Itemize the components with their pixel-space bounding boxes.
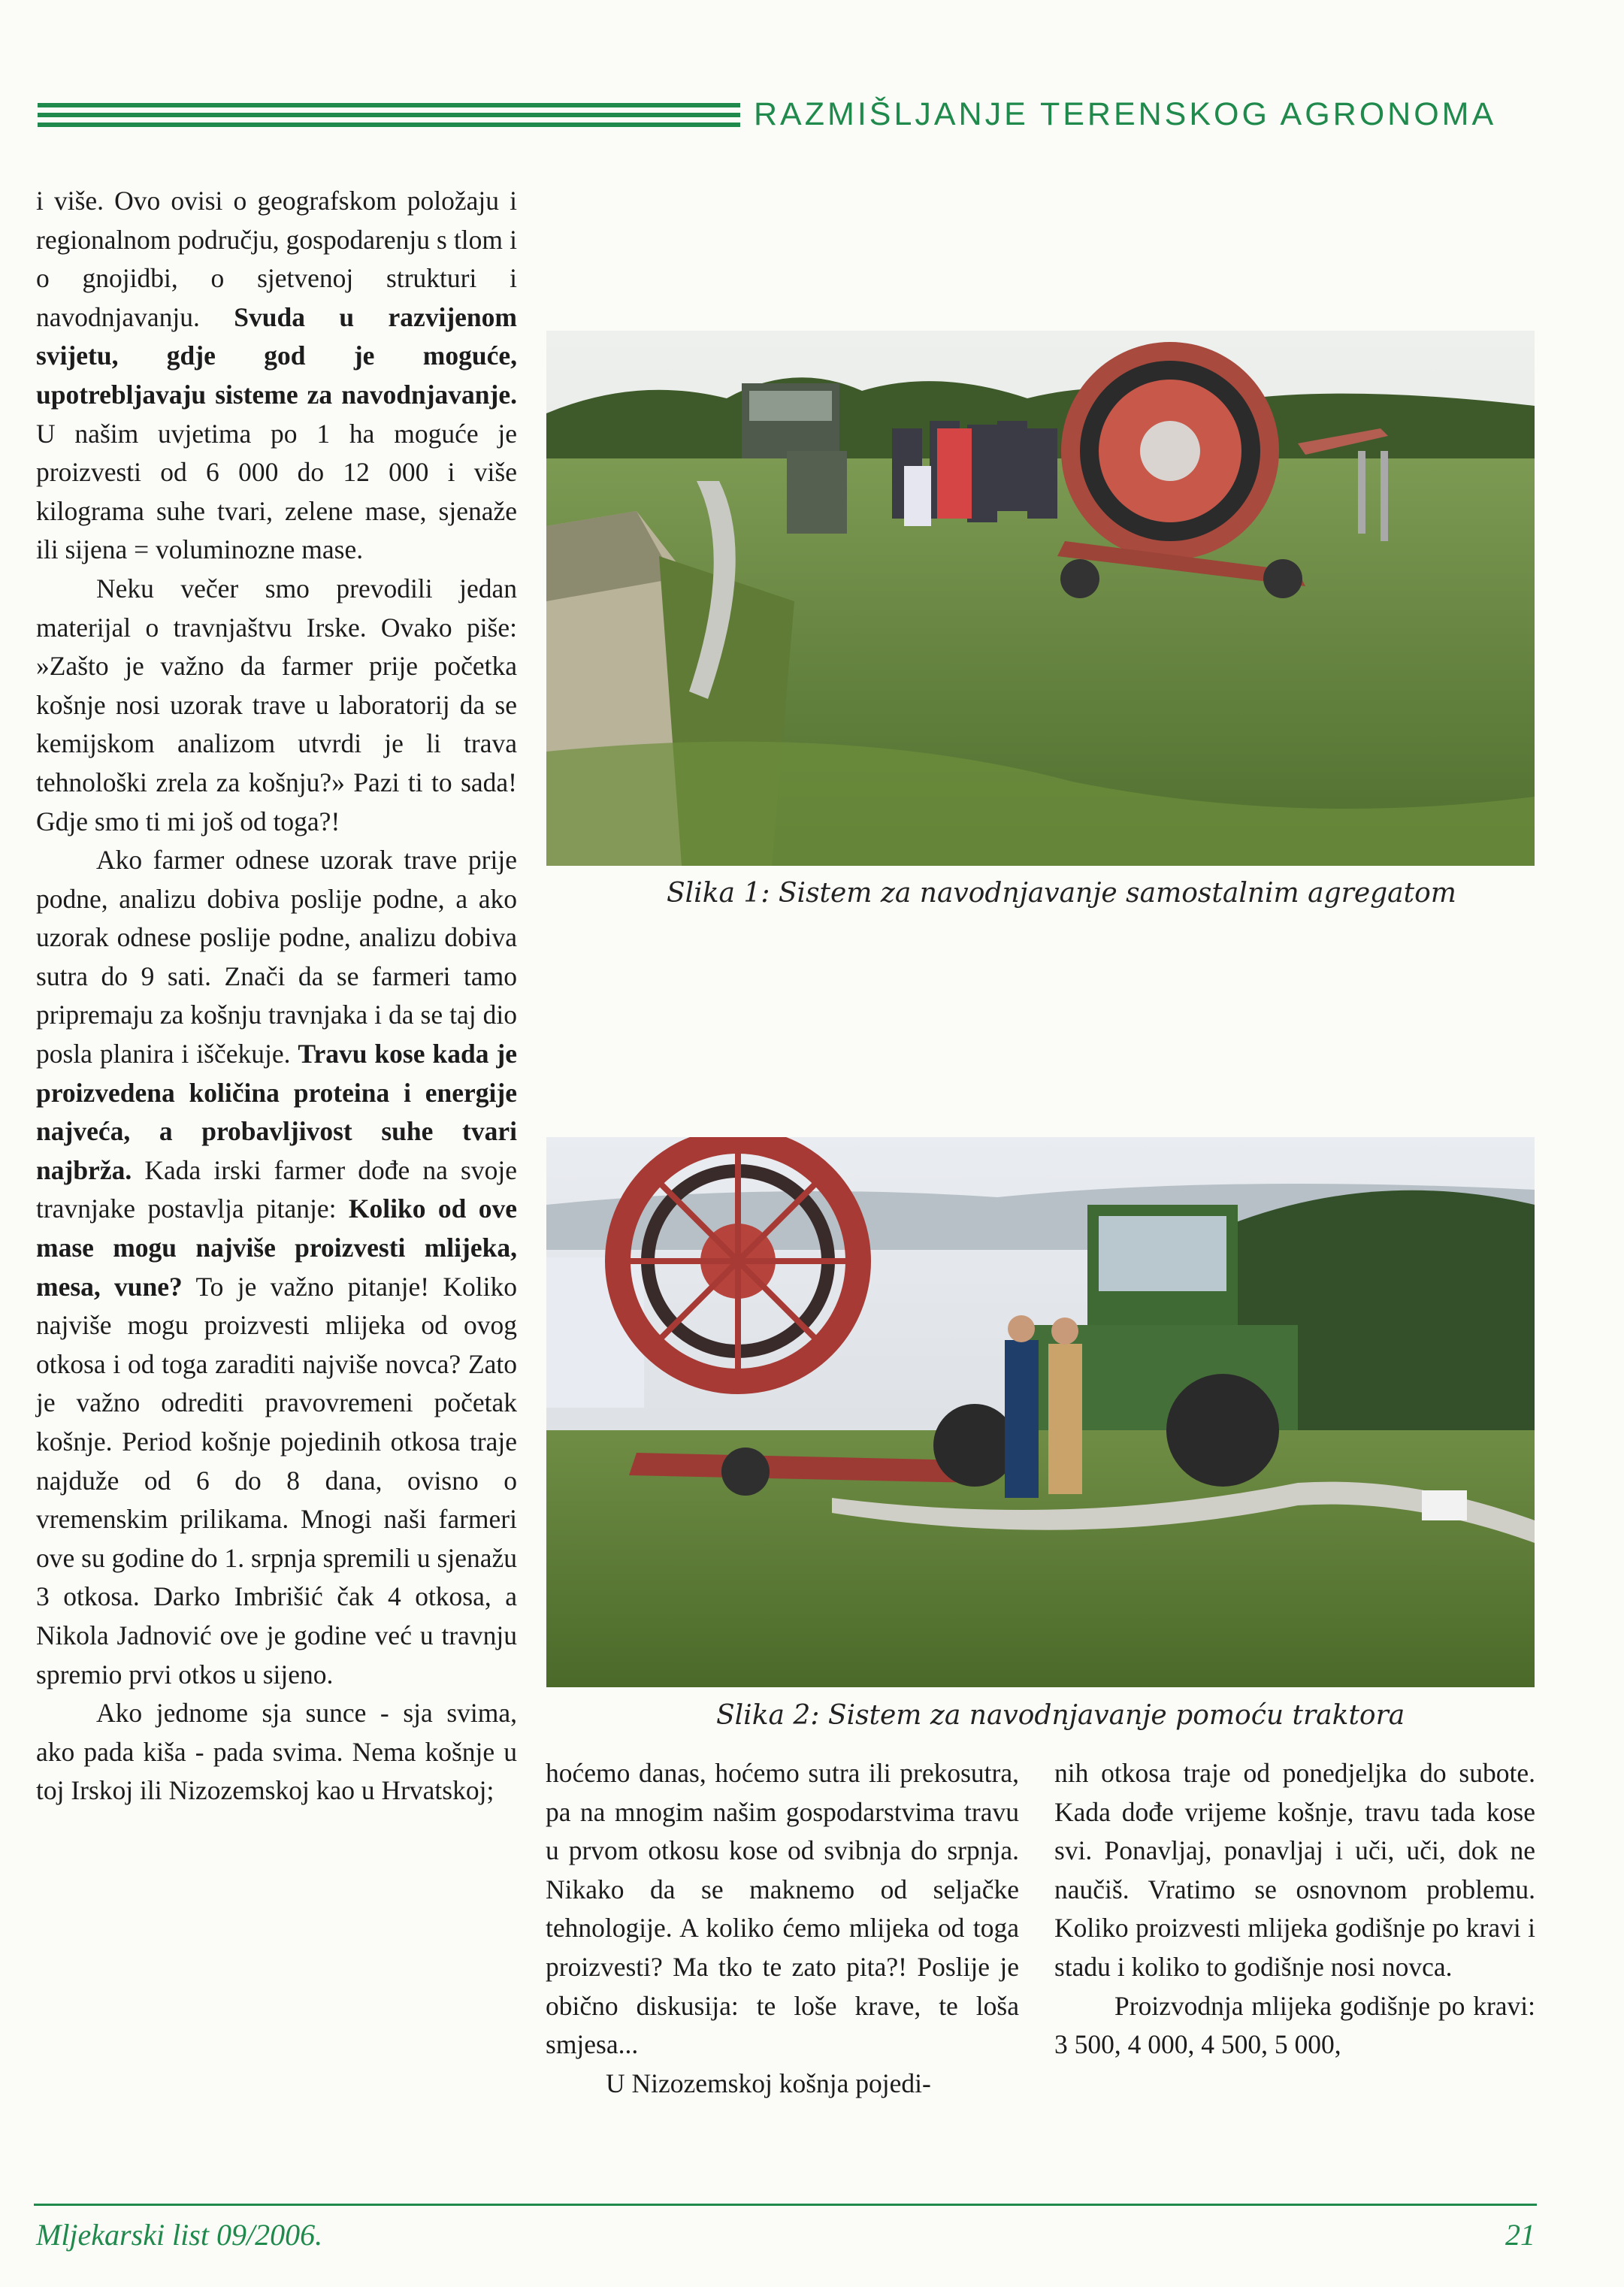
footer-rule — [34, 2204, 1537, 2206]
figure-1-caption: Slika 1: Sistem za navodnjavanje samostalnim agregatom — [667, 878, 1456, 909]
section-title: RAZMIŠLJANJE TERENSKOG AGRONOMA — [754, 96, 1497, 132]
text-run: Ako farmer odnese uzorak trave prije podne, analizu dobiva poslije podne, a ako uzorak odnese poslije podne, analizu dobiva sutra do 9 sati. Znači da se farmeri tamo pripremaju za košnju travnjaka i da se taj dio posla planira i iščekuje. — [36, 845, 517, 1069]
text-run: U našim uvjetima po 1 ha moguće je proizvesti od 6 000 do 12 000 i više kilograma suhe tvari, zelene mase, sjenaže ili sijena = voluminozne mase. — [36, 418, 517, 565]
page-number: 21 — [1505, 2218, 1535, 2252]
footer-publication: Mljekarski list 09/2006. — [36, 2218, 323, 2252]
article-left-column — [36, 182, 517, 1811]
article-right-column — [1054, 1754, 1535, 2065]
bold-text: Koliko od ove mase mogu najviše proizvesti mlijeka, mesa, vune? — [36, 1193, 517, 1302]
text-run: To je važno pitanje! Koliko najviše mogu proizvesti mlijeka od ovog otkosa i od toga zaraditi najviše novca? Zato je važno odrediti pravovremeni početak košnje. Period košnje pojedinih otkosa traje najduže od 6 do 8 dana, ovisno o vremenskim prilikama. Mnogi naši farmeri ove su godine do 1. srpnja spremili u sjenažu 3 otkosa. Darko Imbrišić čak 4 otkosa, a Nikola Jadnović ove je godine već u travnju spremio prvi otkos u sijeno. — [36, 1271, 517, 1690]
header-rule-middle — [38, 113, 740, 117]
header-rule-top — [38, 103, 740, 107]
paragraph: Proizvodnja mlijeka godišnje po kravi: 3 500, 4 000, 4 500, 5 000, — [1054, 1990, 1535, 2060]
figure-2-caption: Slika 2: Sistem za navodnjavanje pomoću traktora — [716, 1700, 1405, 1731]
paragraph — [36, 182, 517, 570]
bold-text: Svuda u razvijenom svijetu, gdje god je moguće, upotrebljavaju sisteme za navodnjavanje. — [36, 301, 517, 410]
paragraph: hoćemo danas, hoćemo sutra ili prekosutra, pa na mnogim našim gospodarstvima travu u prvom otkosu kose od svibnja do srpnja. Nikako da se maknemo od seljačke tehnologije. A koliko ćemo mlijeka od toga proizvesti? Ma tko te zato pita?! Poslije je obično diskusija: te loše krave, te loša smjesa... — [546, 1758, 1019, 2060]
paragraph — [36, 1694, 517, 1811]
figure-2-photo — [546, 1137, 1535, 1687]
text-run: i više. Ovo ovisi o geografskom položaju i regionalnom području, gospodarenju s tlom i o gnojidbi, o sjetvenoj strukturi i navodnjavanju. — [36, 186, 517, 332]
figure-1-photo — [546, 331, 1535, 866]
text-run: Ako jednome sja sunce - sja svima, ako pada kiša - pada svima. Nema košnje u toj Irskoj ili Nizozemskoj kao u Hrvatskoj; — [36, 1698, 517, 1806]
bold-text: Travu kose kada je proizvedena količina proteina i energije najveća, a probavljivost suhe tvari najbrža. — [36, 1039, 517, 1185]
paragraph — [36, 841, 517, 1694]
text-run: Kada irski farmer dođe na svoje travnjake postavlja pitanje: — [36, 1154, 517, 1224]
paragraph: U Nizozemskoj košnja pojedi- — [606, 2068, 931, 2098]
text-run: Neku večer smo prevodili jedan materijal o travnjaštvu Irske. Ovako piše: »Zašto je važno da farmer prije početka košnje nosi uzorak trave u laboratorij da se kemijskom analizom utvrdi je li trava tehnološki zrela za košnju?» Pazi ti to sada! Gdje smo ti mi još od toga?! — [36, 573, 517, 836]
header-rule-bottom — [38, 123, 740, 127]
article-middle-column — [546, 1754, 1019, 2103]
paragraph — [36, 570, 517, 841]
paragraph: nih otkosa traje od ponedjeljka do subote. Kada dođe vrijeme košnje, travu tada kose svi. Ponavljaj, ponavljaj i uči, uči, dok ne naučiš. Vratimo se osnovnom problemu. Koliko proizvesti mlijeka godišnje po kravi i stadu i koliko to godišnje nosi novca. — [1054, 1758, 1535, 1982]
